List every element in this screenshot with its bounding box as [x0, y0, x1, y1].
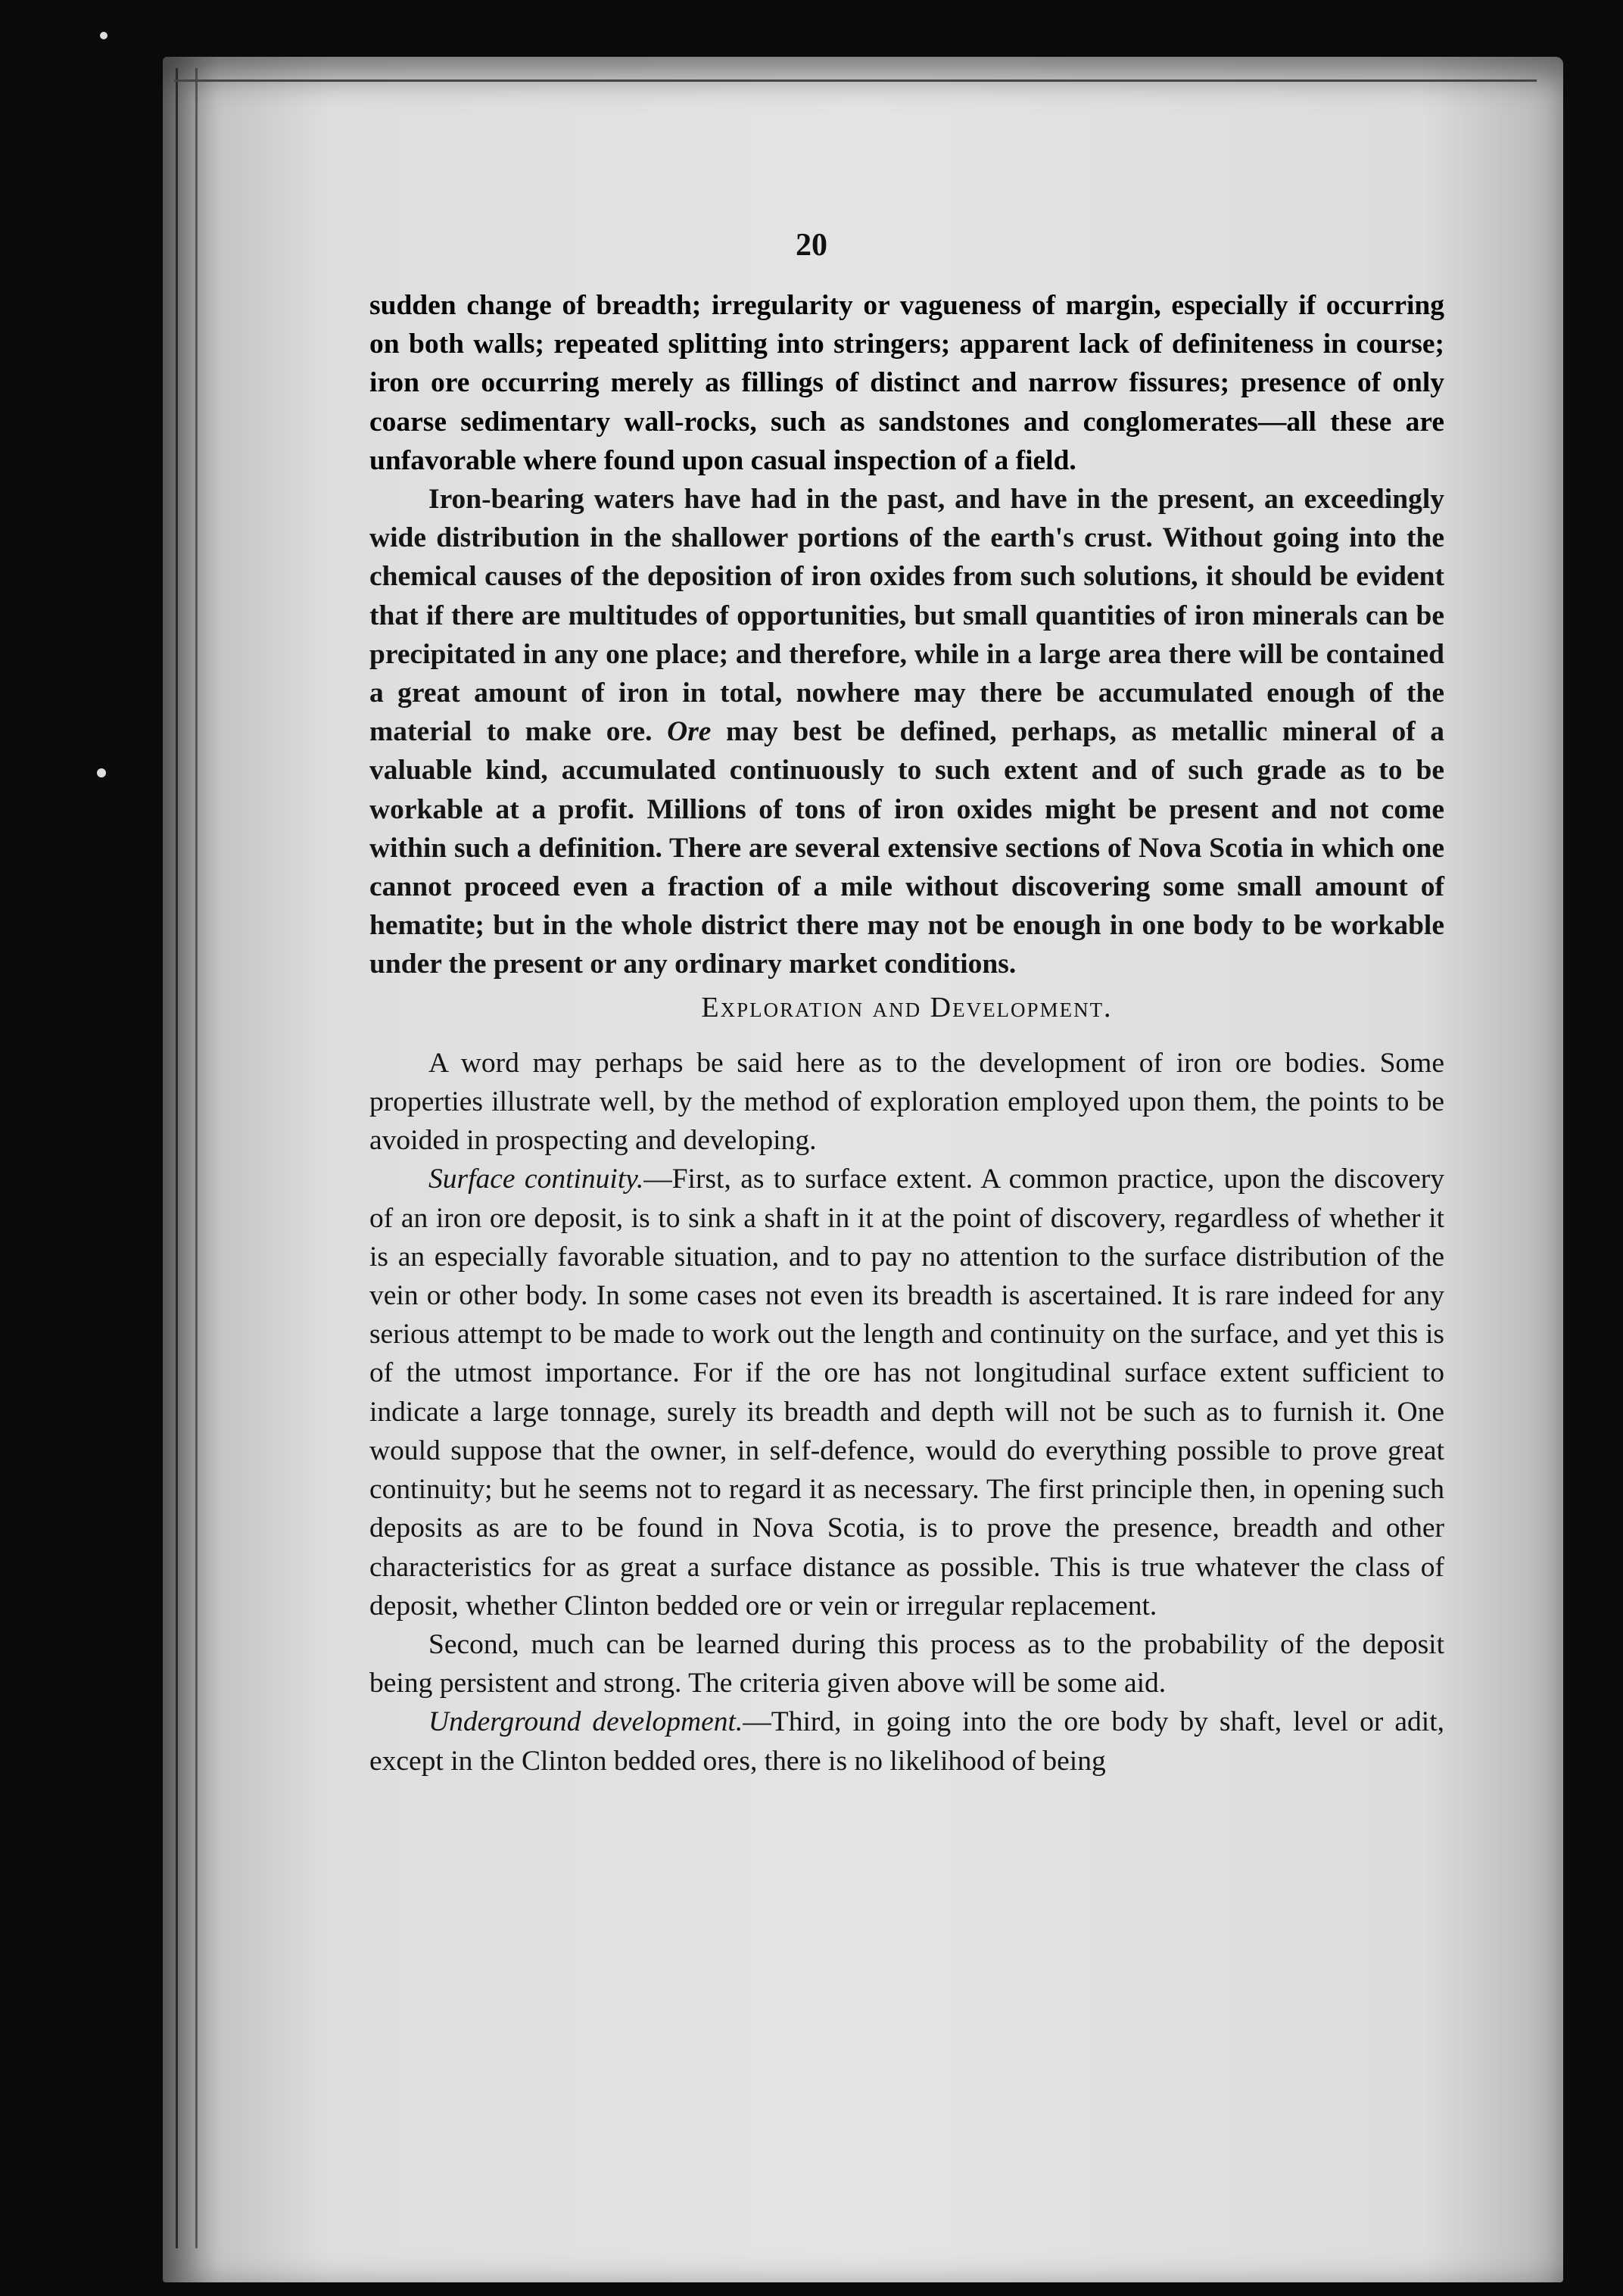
paragraph-text: Iron-bearing waters have had in the past, and have in the present, an exceedingly wide distribution in the shallower portions of the earth's crust. Without going into the chemical causes of the deposition of iron oxides from such solutions, it should be evident that if there are multitudes of opportunities, but small quantities of iron minerals can be precipitated in any one place; and therefore, while in a large area there will be contained a great amount of iron in total, nowhere may there be accumulated enough of the material to make ore. — [369, 484, 1444, 748]
section-heading: Exploration and Development. — [701, 991, 1113, 1023]
italic-term-ore: Ore — [667, 716, 712, 748]
paragraph-second: Second, much can be learned during this process as to the probability of the deposit being persistent and strong. The criteria given above will be some aid. — [369, 1628, 1444, 1699]
paragraph-iron-bearing-waters — [369, 480, 1444, 984]
paragraph-surface-continuity — [369, 1160, 1444, 1625]
page-top-edge — [174, 79, 1537, 82]
paragraph-criteria: sudden change of breadth; irregularity or vagueness of margin, especially if occurring on both walls; repeated splitting into stringers; apparent lack of definiteness in course; iron ore occurring merely as fillings of distinct and narrow fissures; presence of only coarse sedimentary wall-rocks, such as sandstones and conglomerates—all these are unfavorable where found upon casual inspection of a field. — [369, 290, 1444, 476]
scan-speck — [97, 768, 106, 777]
paragraph-text: —First, as to surface extent. A common practice, upon the discovery of an iron ore deposit, is to sink a shaft in it at the point of discovery, regardless of whether it is an especially favorable situation, and to pay no attention to the surface distribution of the vein or other body. In some cases not even its breadth is ascertained. It is rare indeed for any serious attempt to be made to work out the length and continuity on the surface, and yet this is of the utmost importance. For if the ore has not longitudinal surface extent sufficient to indicate a large tonnage, surely its breadth and depth will not be such as to furnish it. One would suppose that the owner, in self-defence, would do everything possible to prove great continuity; but he seems not to regard it as necessary. The first principle then, in opening such deposits as are to be found in Nova Scotia, is to prove the presence, breadth and other characteristics for as great a surface distance as possible. This is true whatever the class of deposit, whether Clinton bedded ore or vein or irregular replacement. — [369, 1164, 1444, 1622]
paragraph-text: may best be defined, perhaps, as metallic mineral of a valuable kind, accumulated continuously to such extent and of such grade as to be workable at a profit. Millions of tons of iron oxides might be present and not come within such a definition. There are several extensive sections of Nova Scotia in which one cannot proceed even a fraction of a mile without discovering some small amount of hematite; but in the whole district there may not be enough in one body to be workable under the present or any ordinary market conditions. — [369, 716, 1444, 980]
scan-speck — [100, 32, 107, 39]
binding-line — [176, 68, 178, 2248]
page-number: 20 — [796, 228, 827, 263]
paragraph-underground — [369, 1703, 1444, 1780]
paragraph-word-on-development: A word may perhaps be said here as to the development of iron ore bodies. Some properties illustrate well, by the method of exploration employed upon them, the points to be avoided in prospecting and developing. — [369, 1047, 1444, 1157]
paragraph-text: —Third, in going into the ore body by shaft, level or adit, except in the Clinton bedded ores, there is no likelihood of being — [369, 1706, 1444, 1777]
binding-line — [195, 68, 198, 2248]
italic-subheading: Underground development. — [428, 1706, 743, 1738]
body-text — [369, 286, 1444, 1780]
italic-subheading: Surface continuity. — [428, 1164, 644, 1195]
